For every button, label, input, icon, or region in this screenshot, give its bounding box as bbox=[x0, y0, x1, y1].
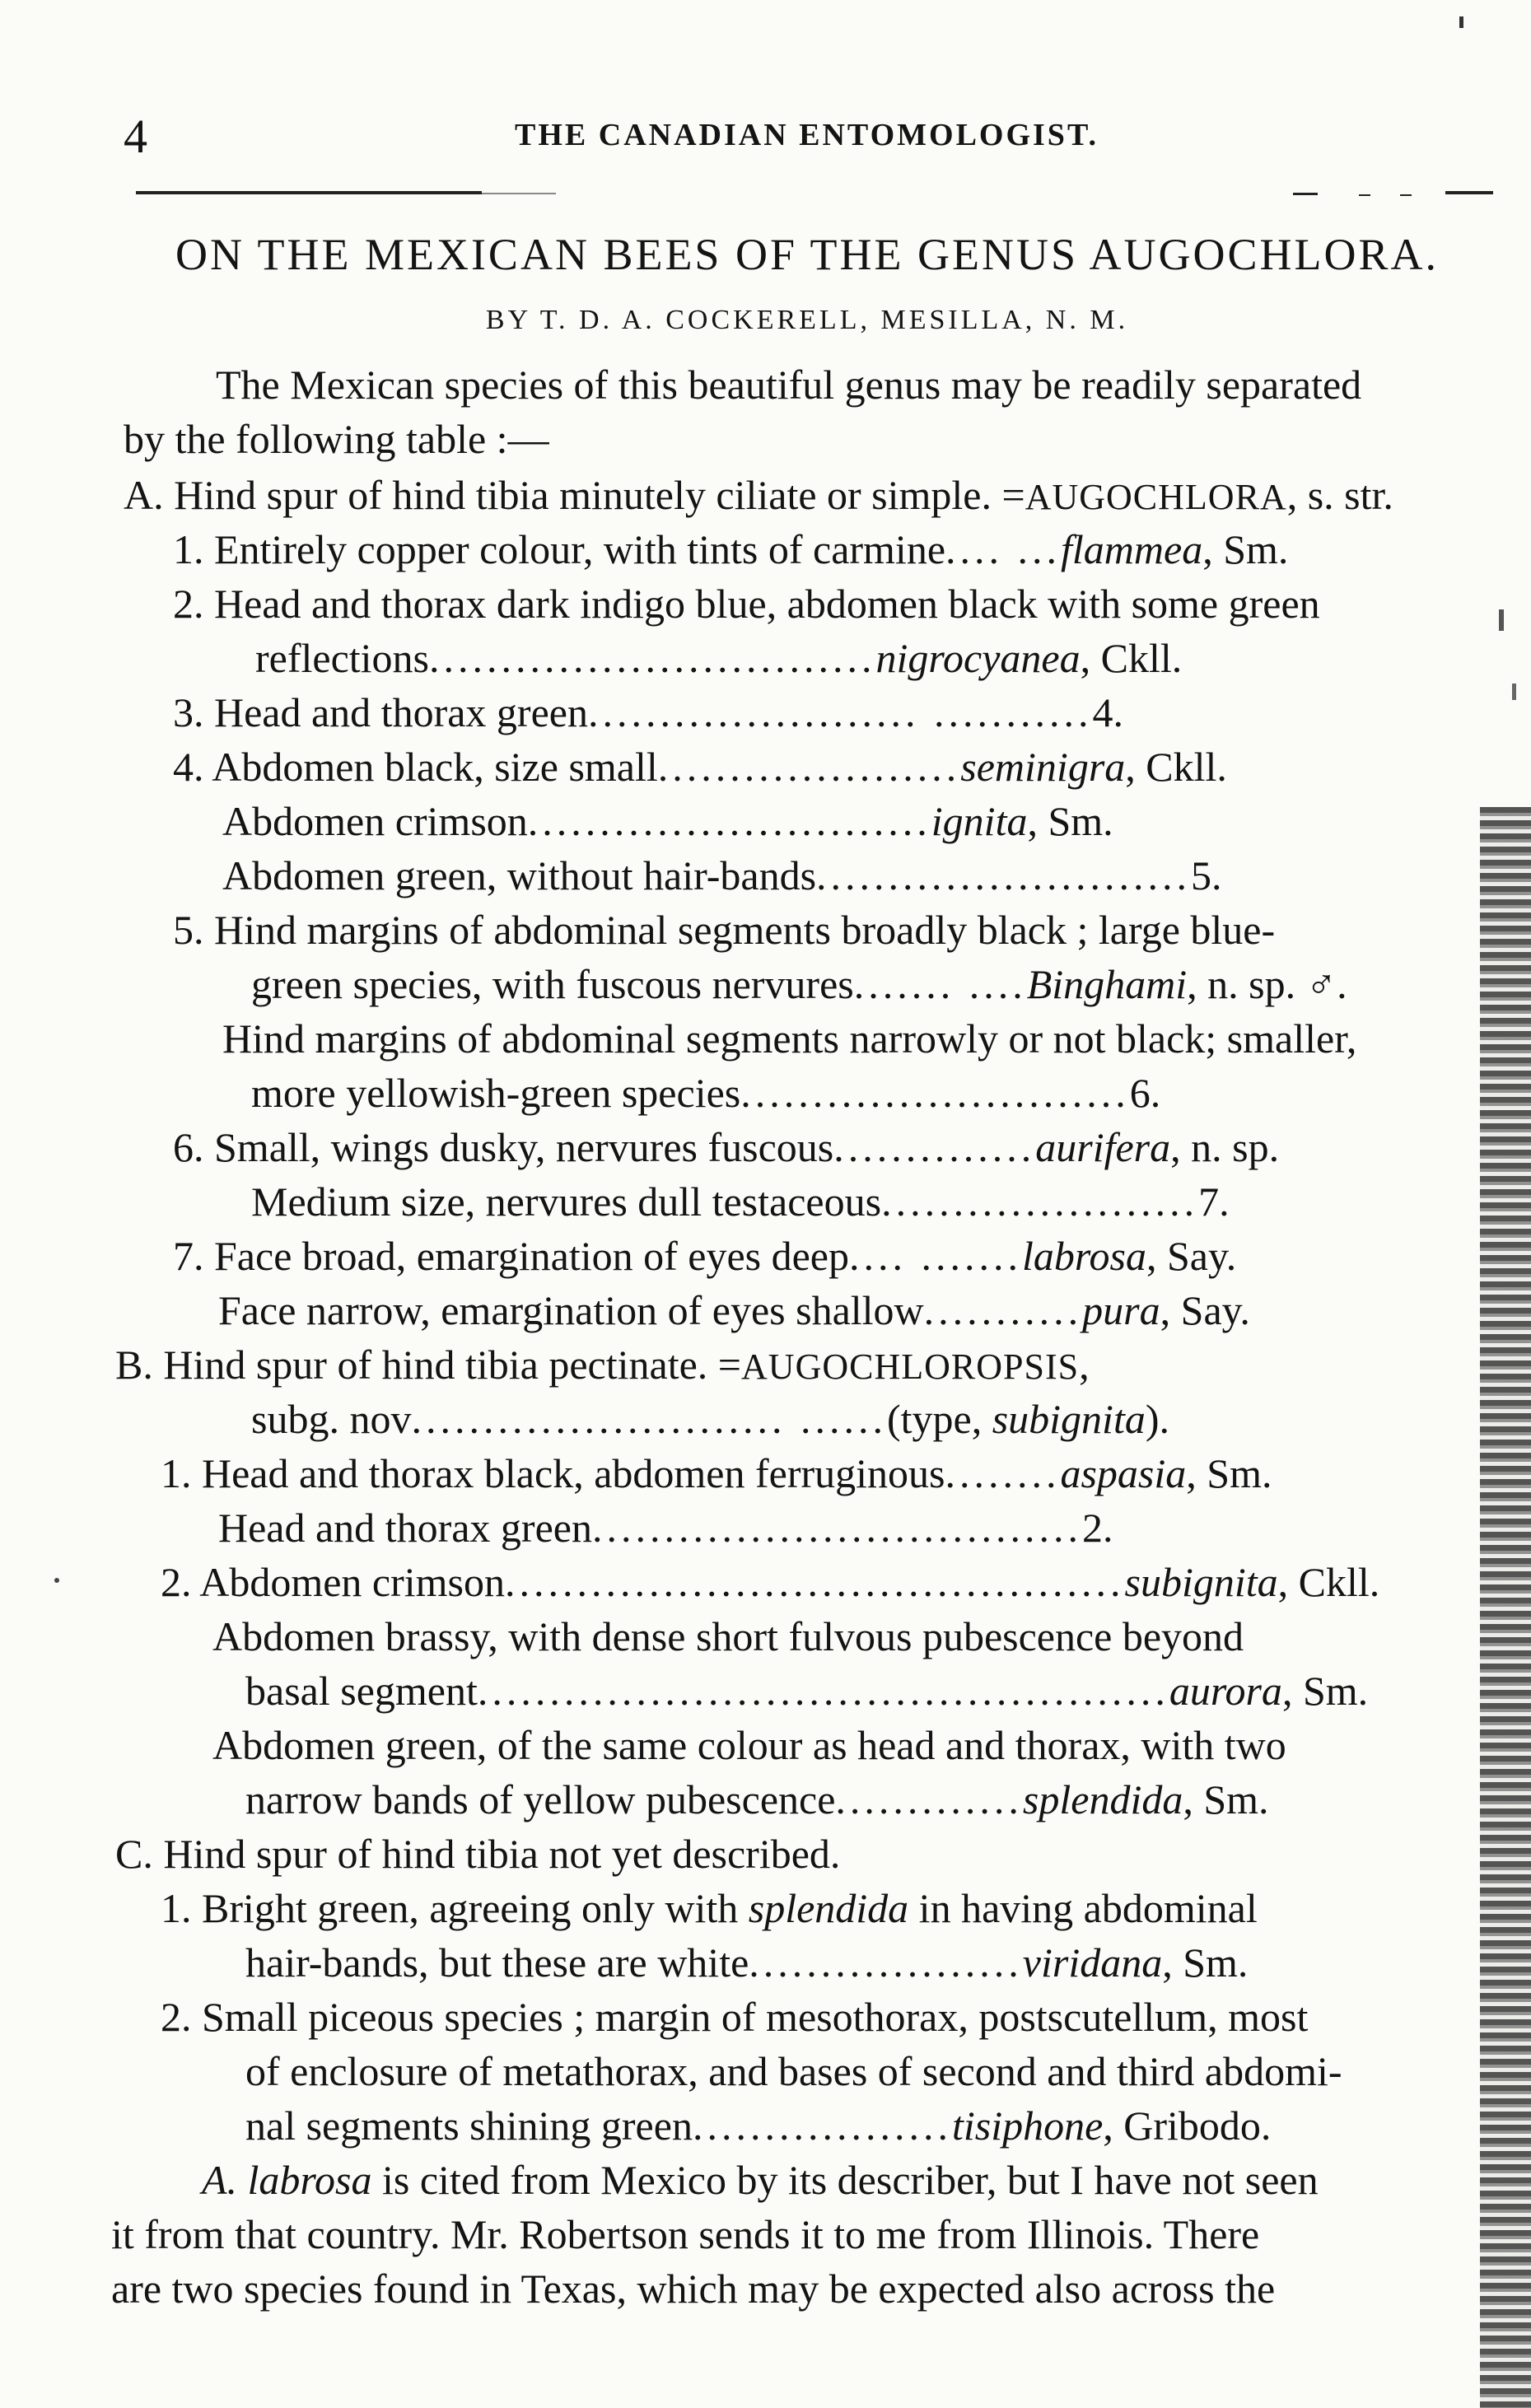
margin-speck bbox=[54, 1578, 59, 1583]
table-entry-A7: 7. Face broad, emargination of eyes deep.... .......labrosa, Say. bbox=[173, 1233, 1237, 1279]
table-entry-A: A. Hind spur of hind tibia minutely ciliate or simple. =AUGOCHLORA, s. str. bbox=[124, 472, 1393, 518]
header-rule-dash-3 bbox=[1400, 194, 1412, 196]
table-entry-A1: 1. Entirely copper colour, with tints of carmine.... ...flammea, Sm. bbox=[173, 526, 1289, 572]
table-entry-A7b: Face narrow, emargination of eyes shallow...........pura, Say. bbox=[218, 1287, 1250, 1333]
table-entry-B2c-cont: narrow bands of yellow pubescence.............splendida, Sm. bbox=[245, 1776, 1269, 1822]
table-entry-C: C. Hind spur of hind tibia not yet described. bbox=[115, 1831, 841, 1877]
table-entry-A5: 5. Hind margins of abdominal segments broadly black ; large blue- bbox=[173, 907, 1276, 953]
table-entry-B2c: Abdomen green, of the same colour as head and thorax, with two bbox=[212, 1722, 1286, 1768]
page-number: 4 bbox=[124, 110, 147, 163]
article-title: ON THE MEXICAN BEES OF THE GENUS AUGOCHLORA. bbox=[175, 230, 1440, 279]
binding-edge-artifact bbox=[1480, 807, 1531, 2408]
table-entry-A5-cont: green species, with fuscous nervures....... ....Binghami, n. sp. ♂. bbox=[251, 961, 1347, 1007]
text-line: are two species found in Texas, which may be expected also across the bbox=[111, 2266, 1276, 2312]
table-entry-A3: 3. Head and thorax green....................... ...........4. bbox=[173, 689, 1123, 735]
header-rule-dash-2 bbox=[1359, 194, 1370, 196]
table-entry-A2-cont: reflections...............................nigrocyanea, Ckll. bbox=[255, 635, 1183, 681]
text-line: A. labrosa is cited from Mexico by its describer, but I have not seen bbox=[202, 2157, 1319, 2203]
table-entry-C1: 1. Bright green, agreeing only with splendida in having abdominal bbox=[161, 1885, 1258, 1931]
table-entry-B2b: Abdomen brassy, with dense short fulvous pubescence beyond bbox=[212, 1613, 1244, 1659]
text-line: The Mexican species of this beautiful genus may be readily separated bbox=[216, 362, 1362, 408]
text-line: it from that country. Mr. Robertson sends it to me from Illinois. There bbox=[111, 2211, 1260, 2257]
edge-speck bbox=[1512, 684, 1516, 700]
table-entry-A2: 2. Head and thorax dark indigo blue, abdomen black with some green bbox=[173, 581, 1320, 627]
table-entry-C2-cont1: of enclosure of metathorax, and bases of second and third abdomi- bbox=[245, 2048, 1342, 2094]
table-entry-A6b: Medium size, nervures dull testaceous......................7. bbox=[251, 1178, 1230, 1225]
table-entry-A4b: Abdomen crimson............................ignita, Sm. bbox=[222, 798, 1113, 844]
table-entry-A5b-cont: more yellowish-green species...........................6. bbox=[251, 1070, 1161, 1116]
running-head: THE CANADIAN ENTOMOLOGIST. bbox=[515, 118, 1099, 152]
table-entry-C2-cont2: nal segments shining green..................tisiphone, Gribodo. bbox=[245, 2102, 1272, 2149]
table-entry-C1-cont: hair-bands, but these are white...................viridana, Sm. bbox=[245, 1939, 1249, 1986]
header-rule-left bbox=[136, 191, 482, 194]
table-entry-B1: 1. Head and thorax black, abdomen ferruginous........aspasia, Sm. bbox=[161, 1450, 1272, 1496]
text-line: by the following table :— bbox=[124, 416, 549, 462]
table-entry-B1b: Head and thorax green..................................2. bbox=[218, 1505, 1113, 1551]
table-entry-C2: 2. Small piceous species ; margin of mesothorax, postscutellum, most bbox=[161, 1994, 1309, 2040]
table-entry-B: B. Hind spur of hind tibia pectinate. =AUGOCHLOROPSIS, bbox=[115, 1342, 1090, 1388]
header-rule-dash-1 bbox=[1293, 193, 1318, 195]
table-entry-B2b-cont: basal segment................................................aurora, Sm. bbox=[245, 1668, 1369, 1714]
table-entry-B-cont: subg. nov.......................... ......(type, subignita). bbox=[251, 1396, 1169, 1442]
table-entry-A4c: Abdomen green, without hair-bands..........................5. bbox=[222, 852, 1222, 898]
table-entry-A5b: Hind margins of abdominal segments narrowly or not black; smaller, bbox=[222, 1015, 1357, 1062]
header-rule-fragment bbox=[482, 193, 556, 194]
table-entry-B2: 2. Abdomen crimson...........................................subignita, Ckll. bbox=[161, 1559, 1380, 1605]
byline: BY T. D. A. COCKERELL, MESILLA, N. M. bbox=[485, 305, 1129, 335]
table-entry-A4: 4. Abdomen black, size small.....................seminigra, Ckll. bbox=[173, 744, 1227, 790]
edge-speck bbox=[1499, 609, 1504, 631]
table-entry-A6: 6. Small, wings dusky, nervures fuscous..............aurifera, n. sp. bbox=[173, 1124, 1280, 1170]
header-rule-right bbox=[1445, 191, 1493, 194]
print-speck bbox=[1459, 16, 1463, 28]
